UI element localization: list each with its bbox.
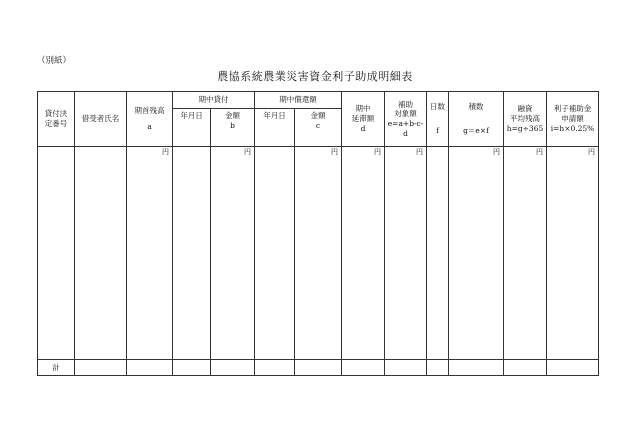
cell-average-balance[interactable]: 円 (504, 147, 547, 360)
cell-subsidy-request[interactable]: 円 (547, 147, 599, 360)
total-cell[interactable] (547, 360, 599, 376)
cell-repay-date[interactable] (255, 147, 295, 360)
total-cell[interactable] (295, 360, 342, 376)
cell-days[interactable] (427, 147, 449, 360)
header-loan-amount: 金額 b (211, 109, 255, 147)
header-period-repayment: 期中償還額 (255, 92, 342, 109)
total-cell[interactable] (385, 360, 427, 376)
total-cell[interactable] (75, 360, 127, 376)
total-cell[interactable] (255, 360, 295, 376)
header-borrower-name: 借受者氏名 (75, 92, 127, 147)
form-title: 農協系統農業災害資金利子助成明細表 (217, 70, 413, 83)
cell-overdue[interactable]: 円 (342, 147, 385, 360)
header-overdue: 期中 延滞額 d (342, 92, 385, 147)
header-opening-balance: 期首残高 a (127, 92, 173, 147)
total-row (38, 360, 599, 376)
total-cell[interactable] (427, 360, 449, 376)
header-repay-date: 年月日 (255, 109, 295, 147)
header-subsidy-request: 利子補助金 申請額 i=h×0.25% (547, 92, 599, 147)
cell-loan-amount[interactable]: 円 (211, 147, 255, 360)
cell-product[interactable]: 円 (449, 147, 504, 360)
header-days: 日数 f (427, 92, 449, 147)
total-cell[interactable] (504, 360, 547, 376)
cell-subsidy-target[interactable]: 円 (385, 147, 427, 360)
total-label: 計 (38, 360, 75, 376)
header-average-balance: 融資 平均残高 h=g÷365 (504, 92, 547, 147)
header-repay-amount: 金額 c (295, 109, 342, 147)
header-loan-date: 年月日 (173, 109, 211, 147)
cell-opening-balance[interactable]: 円 (127, 147, 173, 360)
total-cell[interactable] (342, 360, 385, 376)
header-row-1 (38, 92, 599, 109)
cell-repay-amount[interactable]: 円 (295, 147, 342, 360)
cell-loan-number[interactable] (38, 147, 75, 360)
cell-loan-date[interactable] (173, 147, 211, 360)
entry-row (38, 147, 599, 360)
header-loan-number: 貸付決 定番号 (38, 92, 75, 147)
total-cell[interactable] (211, 360, 255, 376)
total-cell[interactable] (449, 360, 504, 376)
cell-borrower-name[interactable] (75, 147, 127, 360)
total-cell[interactable] (127, 360, 173, 376)
total-cell[interactable] (173, 360, 211, 376)
attachment-note: （別紙） (37, 56, 72, 66)
header-product: 積数 g＝e×f (449, 92, 504, 147)
header-subsidy-target: 補助 対象額 e=a+b-c- d (385, 92, 427, 147)
header-period-loan: 期中貸付 (173, 92, 255, 109)
subsidy-ledger-table (37, 91, 599, 376)
